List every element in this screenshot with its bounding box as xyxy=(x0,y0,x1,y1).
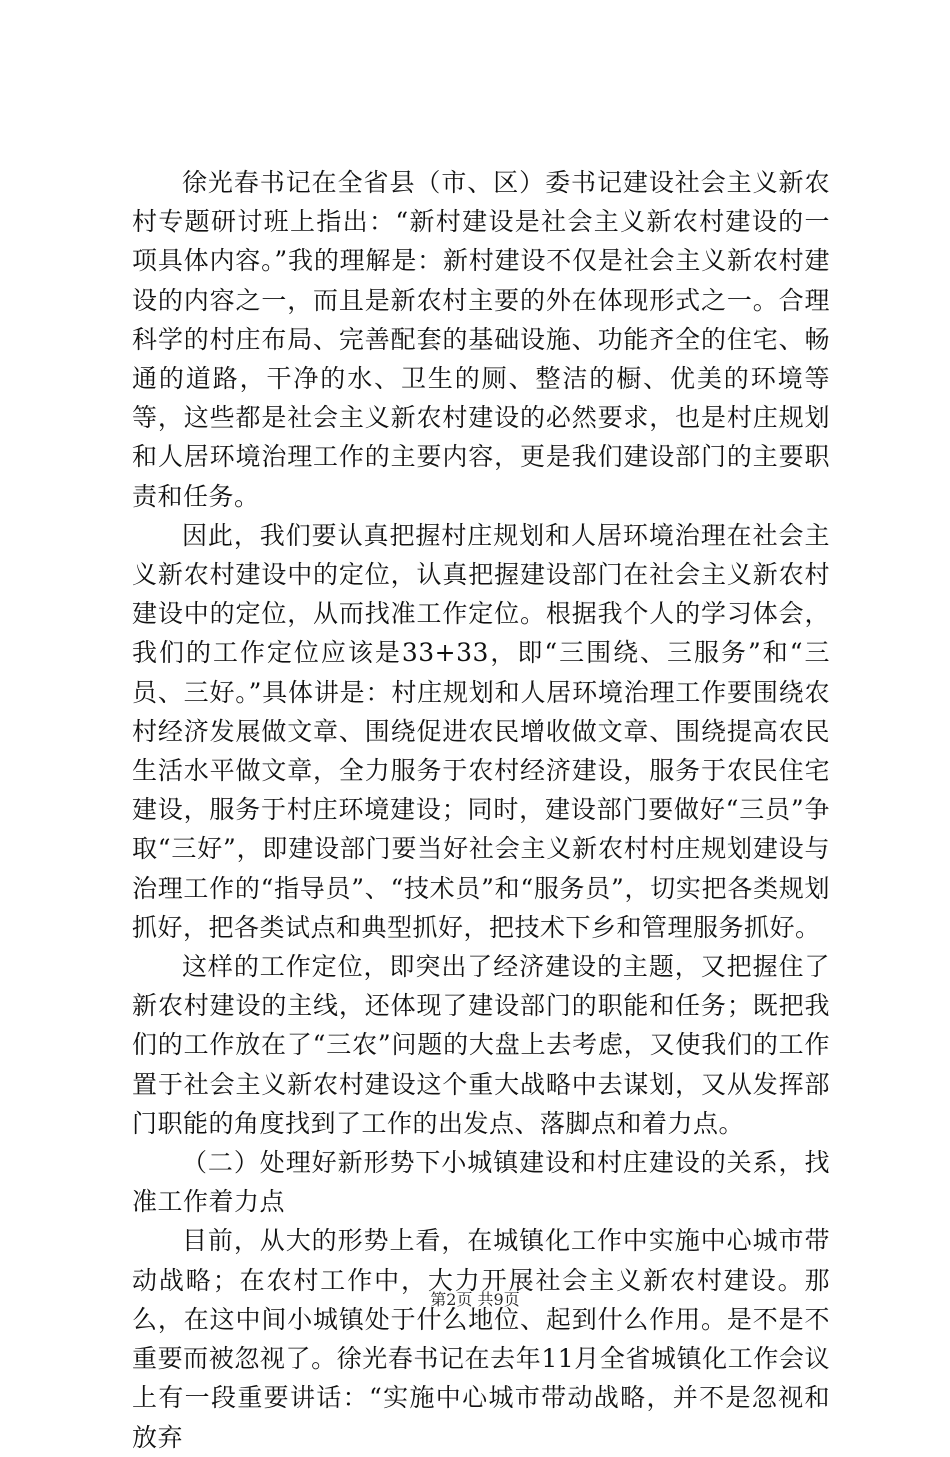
section-heading: （二）处理好新形势下小城镇建设和村庄建设的关系，找准工作着力点 xyxy=(132,1148,830,1217)
paragraph-4: 目前，从大的形势上看，在城镇化工作中实施中心城市带动战略；在农村工作中，大力开展社会主义新农村建设。那么，在这中间小城镇处于什么地位、起到什么作用。是不是不重要而被忽视了。徐光春书记在去年11月全省城镇化工作会议上有一段重要讲话：“实施中心城市带动战略，并不是忽视和放弃 xyxy=(132,1226,830,1452)
document-body xyxy=(132,163,830,1457)
paragraph-2: 因此，我们要认真把握村庄规划和人居环境治理在社会主义新农村建设中的定位，认真把握建设部门在社会主义新农村建设中的定位，从而找准工作定位。根据我个人的学习体会，我们的工作定位应该是33+33，即“三围绕、三服务”和“三员、三好。”具体讲是：村庄规划和人居环境治理工作要围绕农村经济发展做文章、围绕促进农民增收做文章、围绕提高农民生活水平做文章，全力服务于农村经济建设，服务于农民住宅建设，服务于村庄环境建设；同时，建设部门要做好“三员”争取“三好”，即建设部门要当好社会主义新农村村庄规划建设与治理工作的“指导员”、“技术员”和“服务员”，切实把各类规划抓好，把各类试点和典型抓好，把技术下乡和管理服务抓好。 xyxy=(132,520,830,942)
page-footer: 第2页 共9页 xyxy=(430,1290,520,1309)
paragraph-1: 徐光春书记在全省县（市、区）委书记建设社会主义新农村专题研讨班上指出：“新村建设是社会主义新农村建设的一项具体内容。”我的理解是：新村建设不仅是社会主义新农村建设的内容之一，而且是新农村主要的外在体现形式之一。合理科学的村庄布局、完善配套的基础设施、功能齐全的住宅、畅通的道路，干净的水、卫生的厕、整洁的橱、优美的环境等等，这些都是社会主义新农村建设的必然要求，也是村庄规划和人居环境治理工作的主要内容，更是我们建设部门的主要职责和任务。 xyxy=(132,168,830,511)
paragraph-3: 这样的工作定位，即突出了经济建设的主题，又把握住了新农村建设的主线，还体现了建设部门的职能和任务；既把我们的工作放在了“三农”问题的大盘上去考虑，又使我们的工作置于社会主义新农村建设这个重大战略中去谋划，又从发挥部门职能的角度找到了工作的出发点、落脚点和着力点。 xyxy=(132,952,830,1138)
